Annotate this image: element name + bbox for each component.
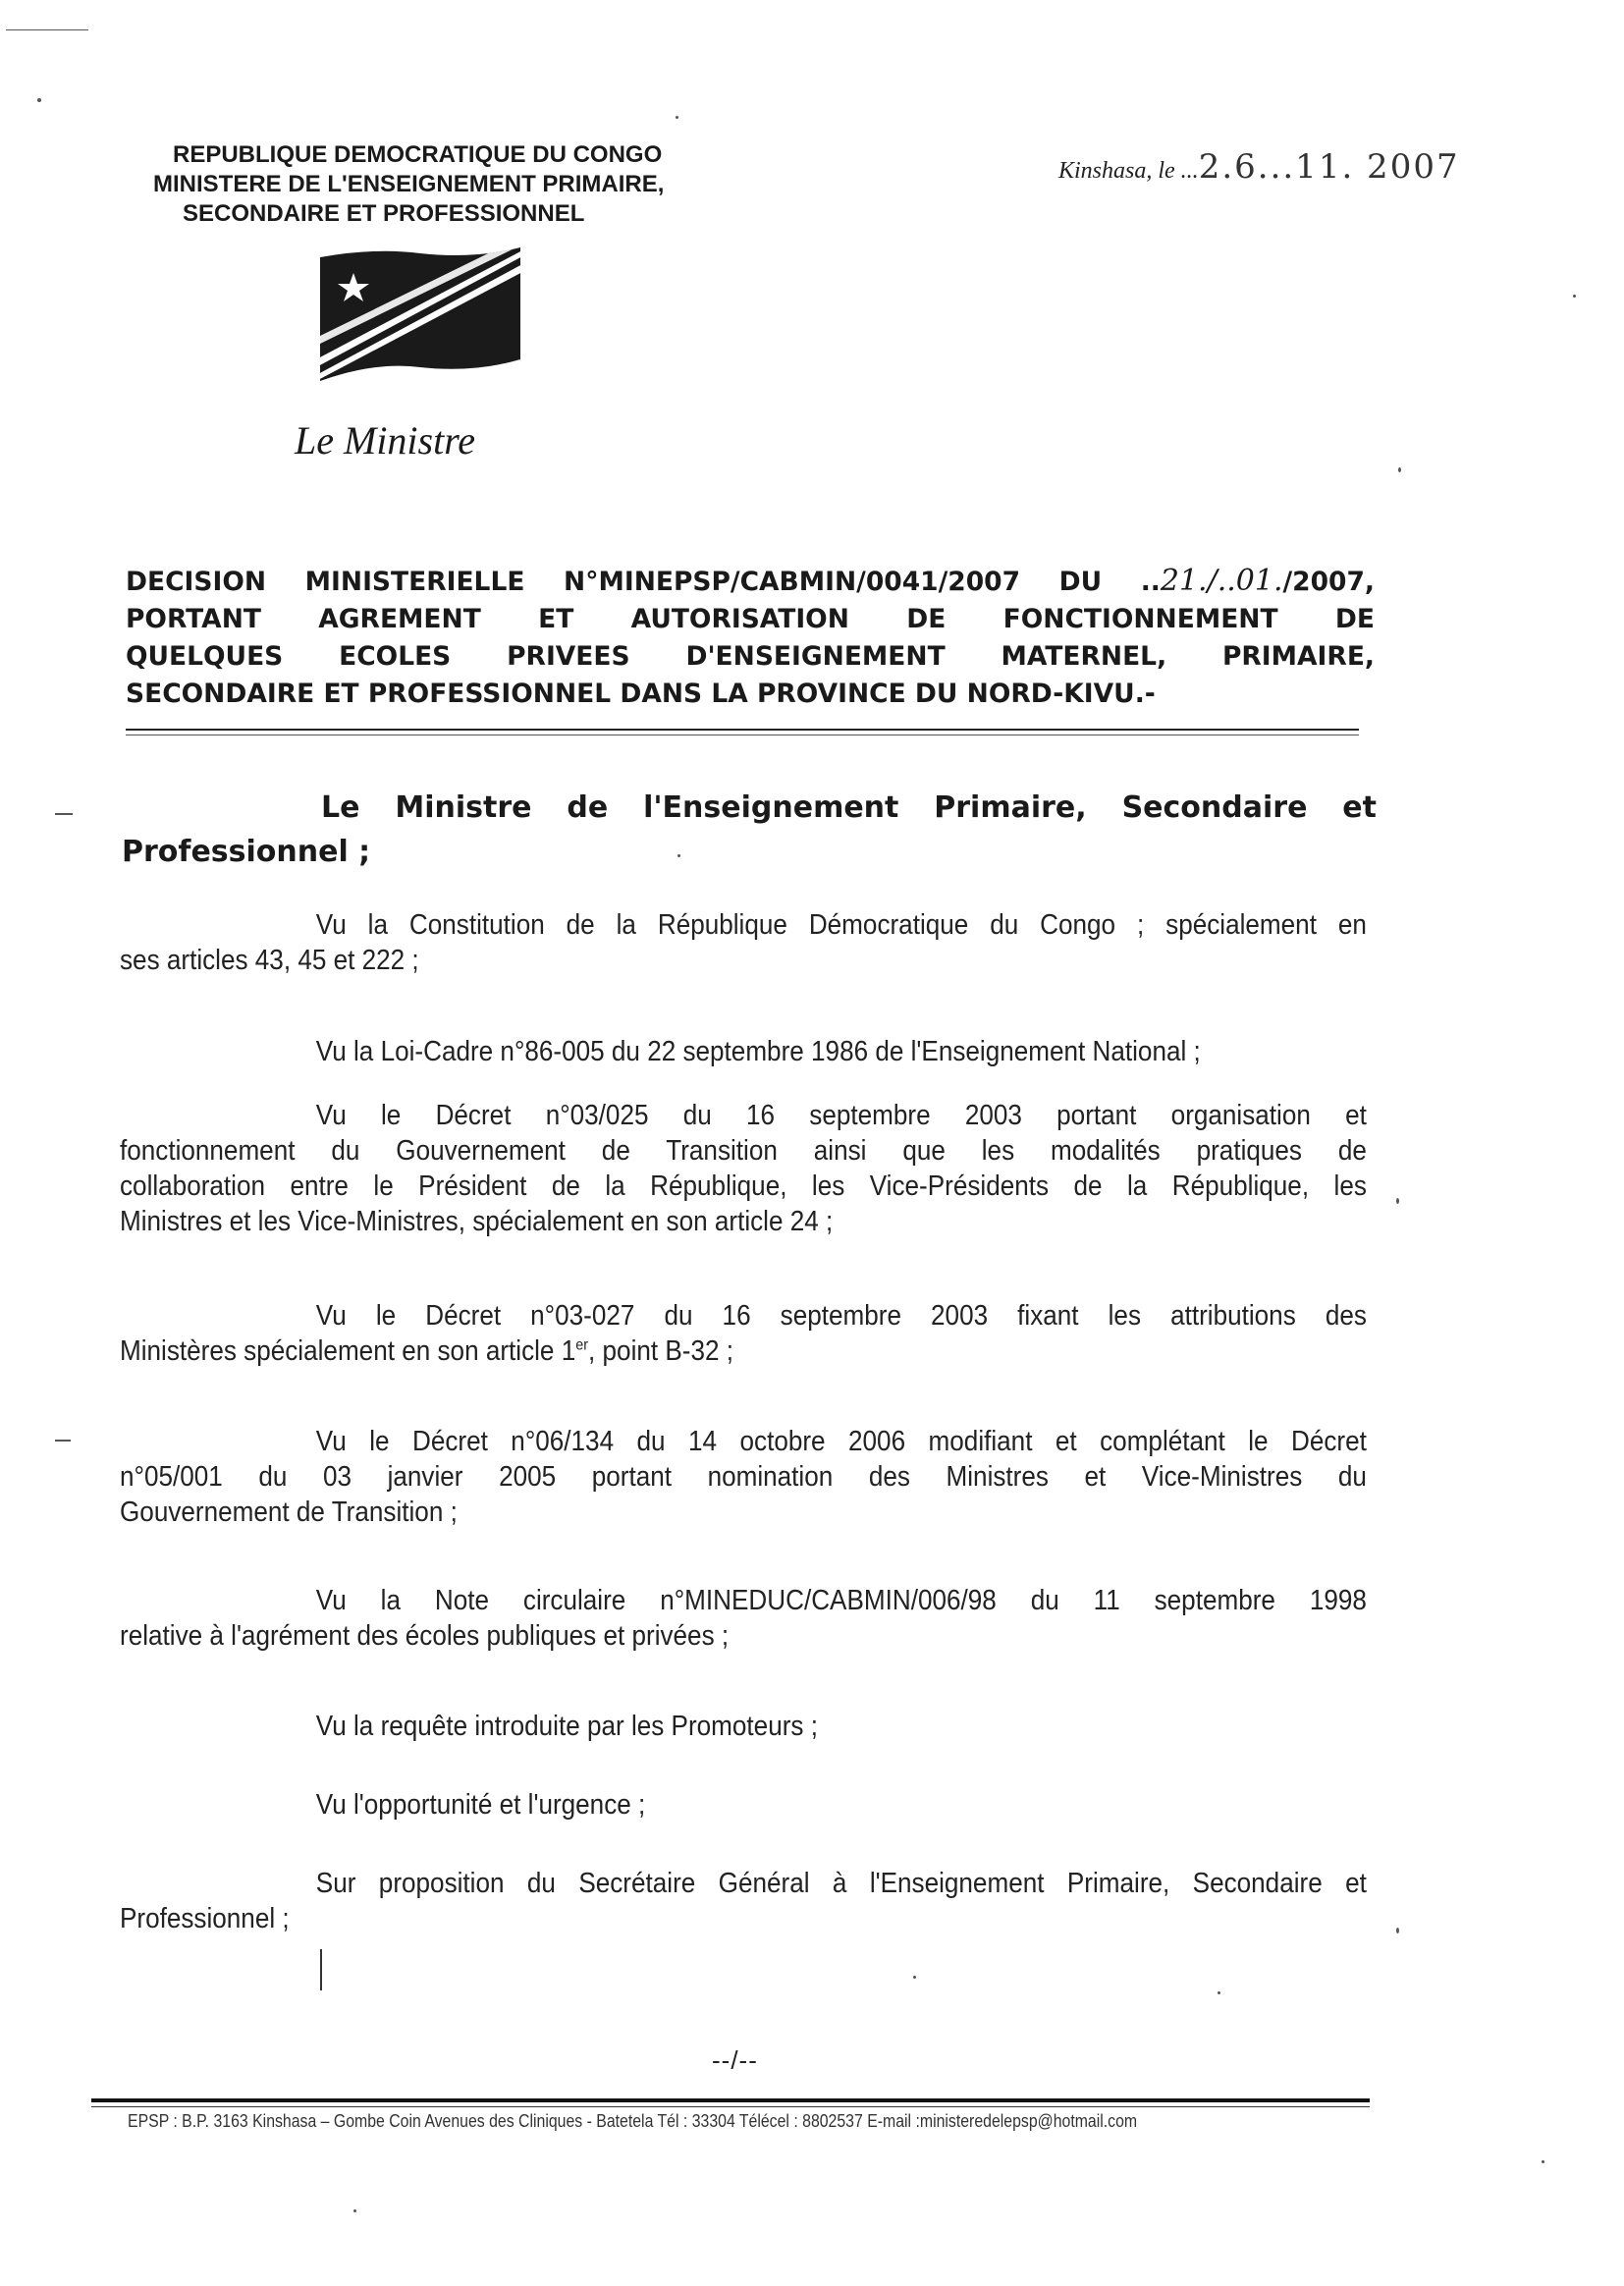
scan-speck	[676, 116, 678, 119]
scan-speck	[1218, 1991, 1220, 1994]
heading-rule	[126, 729, 1359, 731]
paragraph-constitution: Vu la Constitution de la République Démocratique du Congo ; spécialement en ses articles 43, 45 et 222 ;	[120, 909, 1367, 976]
scan-speck	[677, 854, 680, 857]
decision-line-4: SECONDAIRE ET PROFESSIONNEL DANS LA PROVINCE DU NORD-KIVU.-	[126, 679, 1156, 709]
scan-speck	[1542, 2160, 1544, 2163]
handwritten-decision-date: 21./..01.	[1160, 564, 1283, 598]
letterhead-country: REPUBLIQUE DEMOCRATIQUE DU CONGO	[173, 141, 663, 168]
letterhead-ministry-2: SECONDAIRE ET PROFESSIONNEL	[183, 200, 585, 227]
scan-speck	[913, 1976, 916, 1979]
place-and-date	[1058, 147, 1460, 187]
place-label: Kinshasa, le ...	[1058, 158, 1199, 184]
scan-speck	[55, 1440, 71, 1442]
paragraph-loi-cadre: Vu la Loi-Cadre n°86-005 du 22 septembre 1986 de l'Enseignement National ;	[315, 1036, 1201, 1067]
handwritten-date: 2.6...11. 2007	[1198, 147, 1460, 187]
paragraph-proposition: Sur proposition du Secrétaire Général à l'Enseignement Primaire, Secondaire et Professionnel ;	[120, 1868, 1367, 1934]
page-continuation-marker: --/--	[712, 2045, 758, 2075]
decision-line-2: PORTANT AGREMENT ET AUTORISATION DE FONCTIONNEMENT DE	[126, 604, 1375, 634]
decision-line-1: DECISION MINISTERIELLE N°MINEPSP/CABMIN/0041/2007 DU ..21./..01./2007,	[126, 564, 1375, 598]
letterhead-ministry: MINISTERE DE L'ENSEIGNEMENT PRIMAIRE,	[153, 171, 665, 197]
scan-speck	[55, 813, 73, 815]
scan-speck	[1398, 467, 1401, 472]
scan-speck	[37, 98, 41, 102]
minister-statement: Le Ministre de l'Enseignement Primaire, Secondaire et Professionnel ;	[122, 790, 1377, 869]
footer-rule	[91, 2098, 1370, 2102]
scan-speck	[353, 2209, 356, 2212]
minister-title: Le Ministre	[295, 418, 476, 463]
paragraph-opportunite: Vu l'opportunité et l'urgence ;	[315, 1789, 646, 1821]
scan-speck	[1396, 1198, 1399, 1204]
paragraph-requete: Vu la requête introduite par les Promoteurs ;	[315, 1711, 818, 1742]
paragraph-decret-06-134: Vu le Décret n°06/134 du 14 octobre 2006 modifiant et complétant le Décret n°05/001 du 03 janvier 2005 portant nomination des Ministres et Vice-Ministres du Gouvernement de Transition ;	[120, 1426, 1367, 1528]
scan-speck	[6, 29, 88, 30]
paragraph-decret-03-025: Vu le Décret n°03/025 du 16 septembre 2003 portant organisation et fonctionnement du Gouvernement de Transition ainsi que les modalités pratiques de collaboration entre le Président de la République, les Vice-Présidents de la République, les Ministres et les Vice-Ministres, spécialement en son article 24 ;	[120, 1100, 1367, 1237]
decision-line-3: QUELQUES ECOLES PRIVEES D'ENSEIGNEMENT MATERNEL, PRIMAIRE,	[126, 641, 1375, 672]
paragraph-decret-03-027: Vu le Décret n°03-027 du 16 septembre 2003 fixant les attributions des Ministères spécialement en son article 1er, point B-32 ;	[120, 1300, 1367, 1367]
paragraph-note-circulaire: Vu la Note circulaire n°MINEDUC/CABMIN/006/98 du 11 septembre 1998 relative à l'agrément des écoles publiques et privées ;	[120, 1585, 1367, 1652]
letterhead	[147, 140, 776, 229]
text-cursor-mark	[320, 1949, 322, 1990]
flag-emblem-icon	[316, 244, 524, 389]
footer-rule-thin	[91, 2106, 1370, 2107]
footer-address: EPSP : B.P. 3163 Kinshasa – Gombe Coin Avenues des Cliniques - Batetela Tél : 33304 Télécel : 8802537 E-mail :ministeredelepsp@hotmail.com	[128, 2111, 1138, 2131]
decision-heading	[126, 563, 1375, 713]
scan-speck	[1396, 1928, 1399, 1933]
scan-speck	[1573, 295, 1576, 298]
